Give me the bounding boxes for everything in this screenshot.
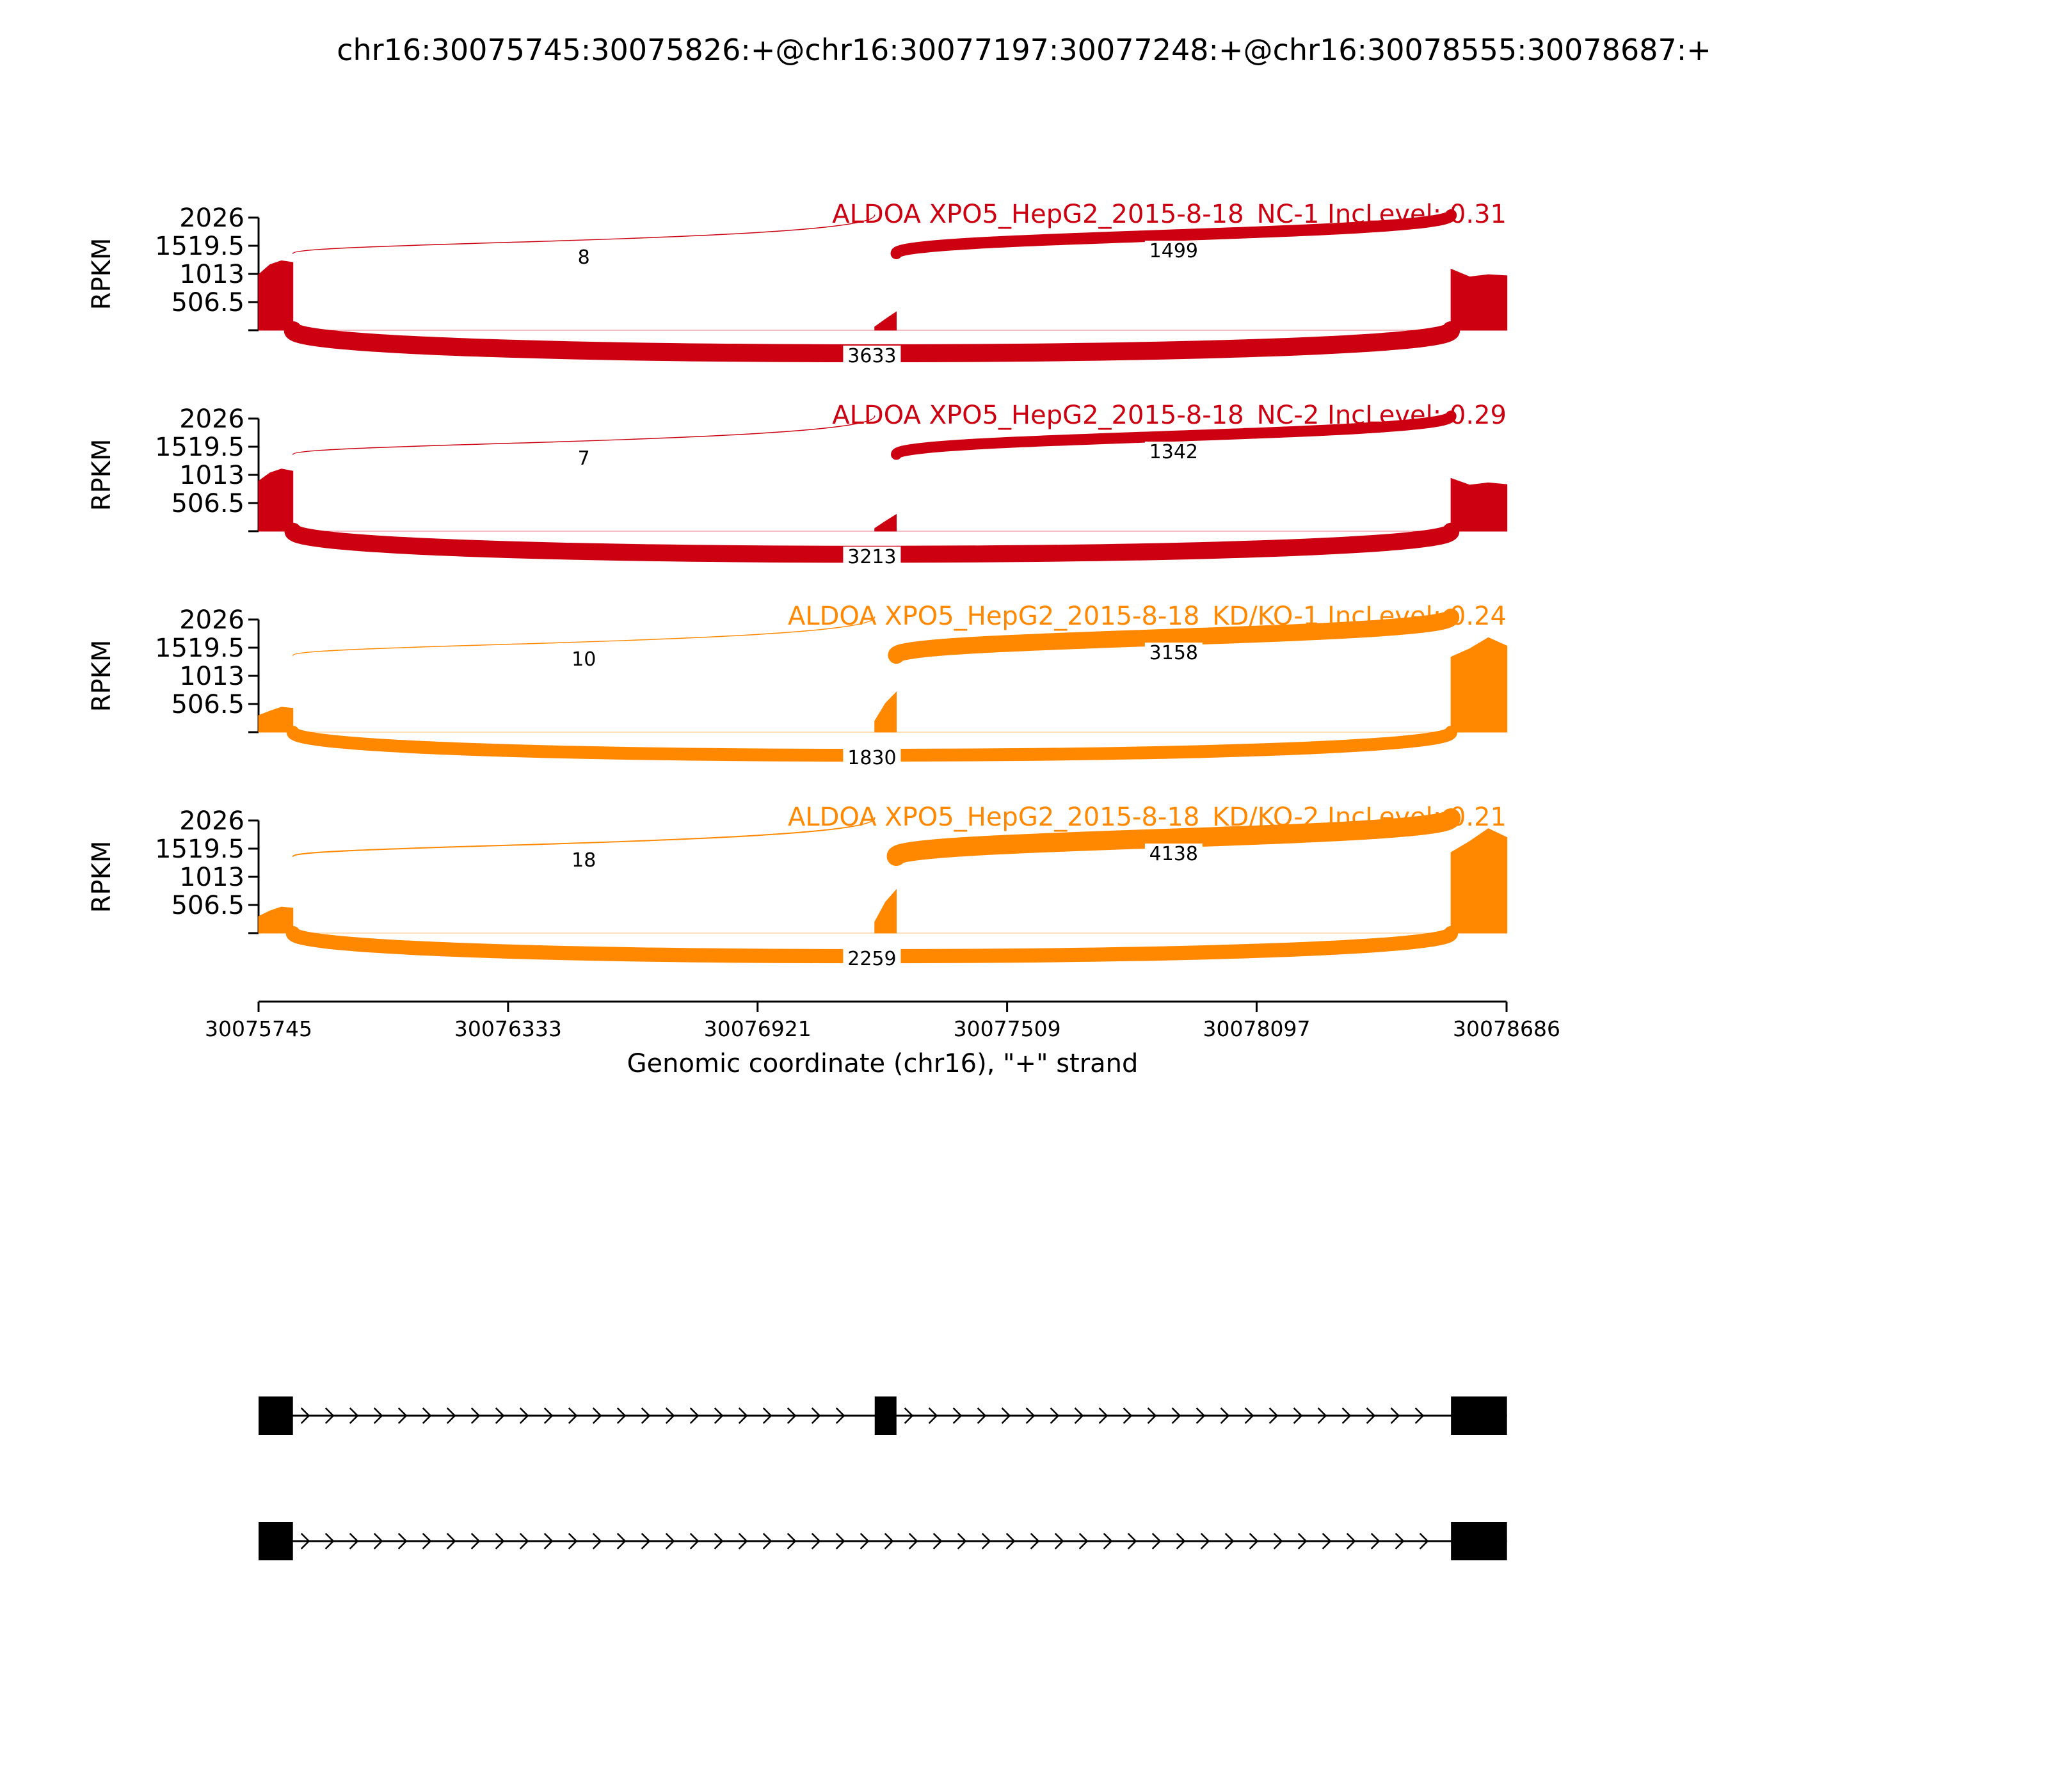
x-tick-label: 30076921 bbox=[703, 1016, 812, 1041]
isoform-tracks bbox=[259, 1396, 1507, 1560]
y-axis-label: RPKM bbox=[87, 639, 116, 712]
x-tick-label: 30075745 bbox=[205, 1016, 312, 1041]
y-tick-label: 506.5 bbox=[171, 288, 244, 317]
y-tick-label: 1013 bbox=[179, 461, 244, 490]
sample-panel-2 bbox=[87, 401, 1507, 568]
coverage-area bbox=[875, 312, 897, 330]
junction-count: 8 bbox=[577, 246, 590, 269]
isoform-track-2 bbox=[259, 1522, 1507, 1560]
y-tick-label: 506.5 bbox=[171, 690, 244, 719]
x-tick-label: 30076333 bbox=[454, 1016, 562, 1041]
y-axis-label: RPKM bbox=[87, 840, 116, 913]
x-axis bbox=[205, 1002, 1560, 1078]
exon-block bbox=[1451, 1522, 1507, 1560]
figure-title: chr16:30075745:30075826:+@chr16:30077197:30077248:+@chr16:30078555:30078687:+ bbox=[337, 33, 1711, 67]
junction-count: 3213 bbox=[847, 546, 897, 568]
exon-block bbox=[1451, 1396, 1507, 1435]
y-tick-label: 1519.5 bbox=[155, 634, 244, 663]
coverage-area bbox=[875, 890, 897, 933]
y-tick-label: 1013 bbox=[179, 260, 244, 289]
junction-count: 10 bbox=[572, 648, 596, 671]
coverage-area bbox=[1451, 637, 1507, 732]
y-tick-label: 1519.5 bbox=[155, 232, 244, 261]
junction-count: 2259 bbox=[847, 948, 897, 970]
coverage-area bbox=[875, 515, 897, 531]
y-tick-label: 2026 bbox=[179, 404, 244, 434]
coverage-area bbox=[875, 692, 897, 732]
x-axis-label: Genomic coordinate (chr16), "+" strand bbox=[627, 1049, 1139, 1078]
y-tick-label: 2026 bbox=[179, 605, 244, 635]
y-tick-label: 1519.5 bbox=[155, 835, 244, 864]
coverage-area bbox=[1451, 829, 1507, 933]
junction-count: 7 bbox=[577, 447, 590, 470]
y-axis-label: RPKM bbox=[87, 438, 116, 511]
y-tick-label: 2026 bbox=[179, 806, 244, 836]
y-tick-label: 1013 bbox=[179, 863, 244, 892]
junction-count: 1342 bbox=[1149, 441, 1199, 463]
coverage-area bbox=[259, 469, 293, 531]
y-tick-label: 2026 bbox=[179, 204, 244, 233]
junction-count: 4138 bbox=[1149, 843, 1199, 865]
coverage-area bbox=[1451, 478, 1507, 531]
panel-title: ALDOA XPO5_HepG2_2015-8-18_KD/KO-1 IncLevel: 0.24 bbox=[787, 602, 1507, 631]
sample-panel-3 bbox=[87, 602, 1507, 769]
sample-panel-1 bbox=[87, 200, 1507, 367]
x-tick-label: 30077509 bbox=[953, 1016, 1061, 1041]
exon-block bbox=[875, 1396, 897, 1435]
exon-block bbox=[259, 1396, 293, 1435]
junction-count: 3158 bbox=[1149, 642, 1199, 664]
junction-count: 1499 bbox=[1149, 240, 1199, 262]
panel-title: ALDOA XPO5_HepG2_2015-8-18_NC-2 IncLevel: 0.29 bbox=[832, 401, 1507, 430]
panel-title: ALDOA XPO5_HepG2_2015-8-18_NC-1 IncLevel: 0.31 bbox=[832, 200, 1507, 229]
panel-title: ALDOA XPO5_HepG2_2015-8-18_KD/KO-2 IncLevel: 0.21 bbox=[787, 803, 1507, 832]
y-tick-label: 1013 bbox=[179, 662, 244, 691]
x-tick-label: 30078686 bbox=[1453, 1016, 1560, 1041]
sample-panel-4 bbox=[87, 803, 1507, 970]
sample-panels bbox=[87, 200, 1507, 970]
x-tick-label: 30078097 bbox=[1203, 1016, 1311, 1041]
y-axis-label: RPKM bbox=[87, 237, 116, 310]
exon-block bbox=[259, 1522, 293, 1560]
y-tick-label: 506.5 bbox=[171, 891, 244, 920]
coverage-area bbox=[1451, 269, 1507, 330]
isoform-track-1 bbox=[259, 1396, 1507, 1435]
junction-count: 3633 bbox=[847, 345, 897, 367]
y-tick-label: 506.5 bbox=[171, 489, 244, 518]
coverage-area bbox=[259, 260, 293, 330]
junction-count: 18 bbox=[572, 849, 596, 872]
junction-count: 1830 bbox=[847, 747, 897, 769]
y-tick-label: 1519.5 bbox=[155, 433, 244, 462]
